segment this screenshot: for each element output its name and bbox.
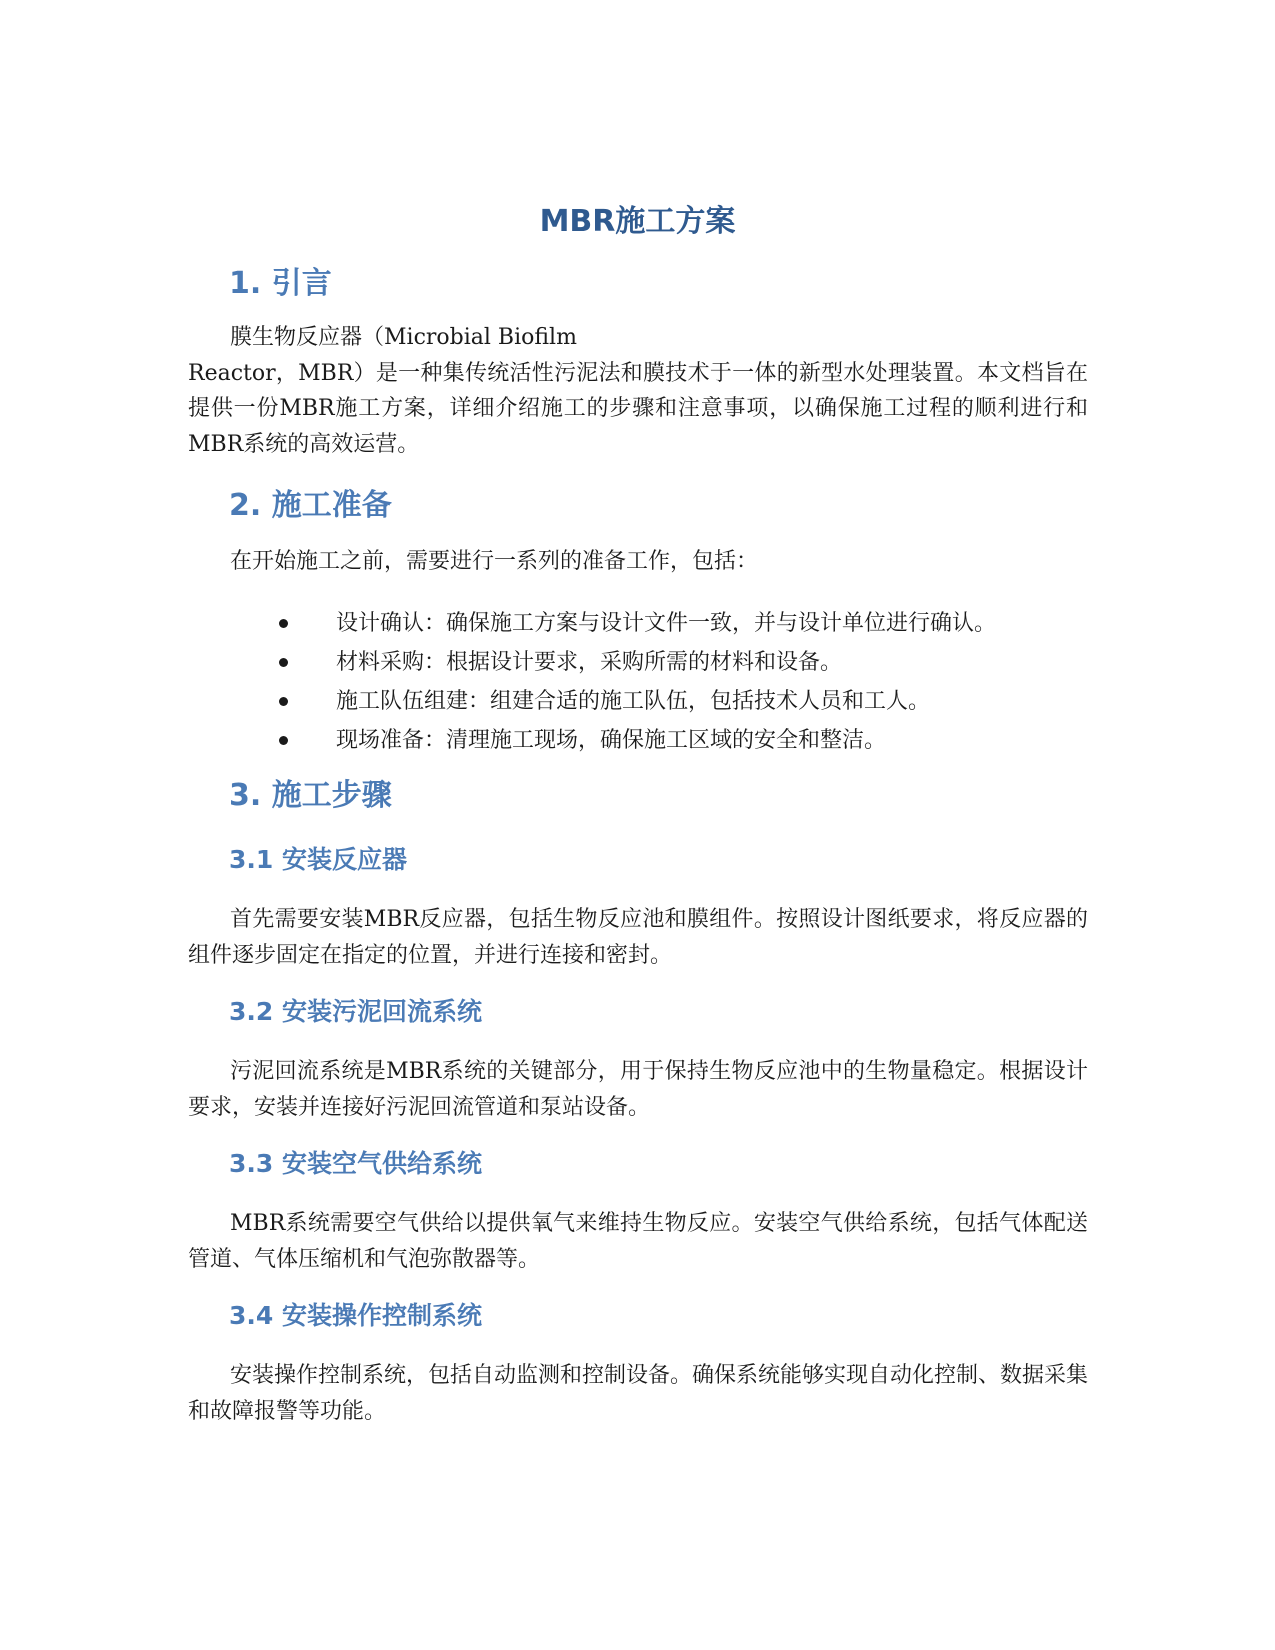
prep-list (274, 604, 996, 760)
list-item-text: 设计确认：确保施工方案与设计文件一致，并与设计单位进行确认。 (336, 611, 997, 636)
bullet-dot (279, 658, 288, 667)
document-title: MBR施工方案 (539, 204, 736, 239)
subsection-heading-3-3: 3.3 安装空气供给系统 (229, 1149, 482, 1178)
bullet-dot (279, 736, 288, 745)
subsection-paragraph-3-4: 安装操作控制系统，包括自动监测和控制设备。确保系统能够实现自动化控制、数据采集和故障报警等功能。 (188, 1363, 1089, 1424)
list-item-text: 施工队伍组建：组建合适的施工队伍，包括技术人员和工人。 (336, 689, 931, 714)
subsection-heading-3-1: 3.1 安装反应器 (229, 845, 407, 874)
bullet-dot (279, 619, 288, 628)
subsection-paragraph-3-1: 首先需要安装MBR反应器，包括生物反应池和膜组件。按照设计图纸要求，将反应器的组件逐步固定在指定的位置，并进行连接和密封。 (188, 907, 1088, 968)
prep-paragraph: 在开始施工之前，需要进行一系列的准备工作，包括： (230, 549, 759, 574)
bullet-dot (279, 697, 288, 706)
intro-paragraph-rest: Reactor，MBR）是一种集传统活性污泥法和膜技术于一体的新型水处理装置。本文档旨在提供一份MBR施工方案，详细介绍施工的步骤和注意事项，以确保施工过程的顺利进行和MBR系统的高效运营。 (188, 360, 1088, 457)
subsection-heading-3-4: 3.4 安装操作控制系统 (229, 1301, 482, 1330)
subsection-heading-3-2: 3.2 安装污泥回流系统 (229, 997, 482, 1026)
section-heading-prep: 2. 施工准备 (229, 488, 392, 523)
list-item (274, 604, 996, 643)
list-item-text: 现场准备：清理施工现场，确保施工区域的安全和整洁。 (336, 728, 887, 753)
list-item-text: 材料采购：根据设计要求，采购所需的材料和设备。 (336, 650, 843, 675)
intro-paragraph (188, 320, 1088, 462)
intro-paragraph-line1: 膜生物反应器（Microbial Biofilm (230, 325, 577, 350)
section-heading-steps: 3. 施工步骤 (229, 778, 392, 813)
subsection-paragraph-3-2: 污泥回流系统是MBR系统的关键部分，用于保持生物反应池中的生物量稳定。根据设计要求，安装并连接好污泥回流管道和泵站设备。 (188, 1059, 1088, 1120)
subsection-paragraph-3-3: MBR系统需要空气供给以提供氧气来维持生物反应。安装空气供给系统，包括气体配送管道、气体压缩机和气泡弥散器等。 (188, 1211, 1088, 1272)
list-item (274, 682, 996, 721)
section-heading-intro: 1. 引言 (229, 266, 332, 301)
list-item (274, 721, 996, 760)
list-item (274, 643, 996, 682)
